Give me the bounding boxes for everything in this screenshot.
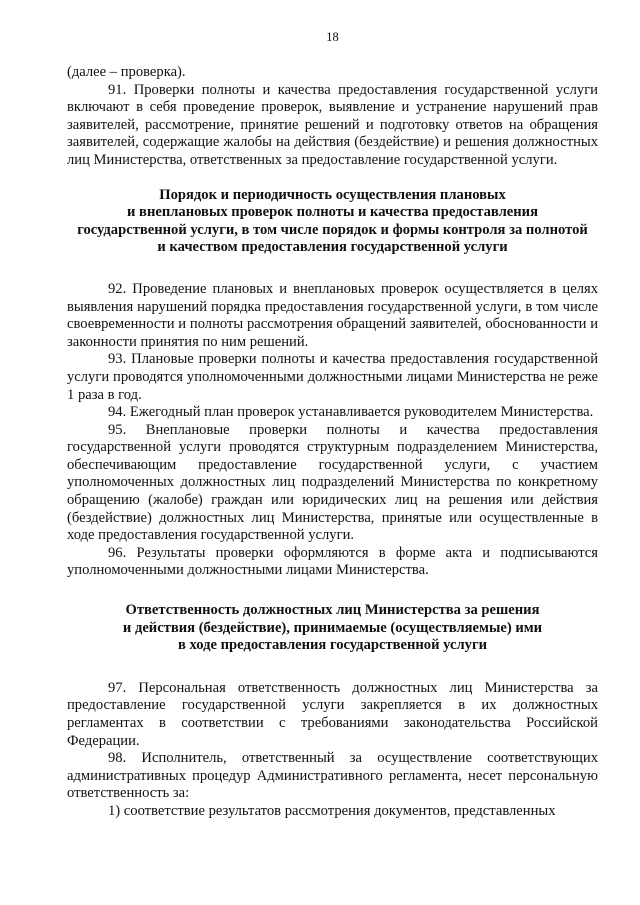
paragraph-98: 98. Исполнитель, ответственный за осуществление соответствующих административных процедур Административного регламента, несет персональную ответственность за: xyxy=(67,750,598,802)
heading-line: в ходе предоставления государственной услуги xyxy=(177,637,488,654)
section-heading-responsibility xyxy=(67,602,598,655)
paragraph-94: 94. Ежегодный план проверок устанавливается руководителем Министерства. xyxy=(108,404,594,421)
paragraph-96: 96. Результаты проверки оформляются в форме акта и подписываются уполномоченными должностными лицами Министерства. xyxy=(67,544,598,579)
section-heading-inspections xyxy=(67,187,598,257)
paragraph-95: 95. Внеплановые проверки полноты и качества предоставления государственной услуги проводятся структурным подразделением Министерства, обеспечивающим предоставление государственной услуги, с участием уполномоченных должностных лиц подразделений Министерства по конкретному обращению (жалобе) граждан или юридических лиц на решения или действия (бездействие) должностных лиц Министерства, принятые или осуществленные в ходе предоставления государственной услуги. xyxy=(67,421,598,544)
paragraph-98-item-1: 1) соответствие результатов рассмотрения документов, представленных xyxy=(108,802,556,819)
paragraph-continuation: (далее – проверка). xyxy=(67,64,186,80)
heading-line: и действия (бездействие), принимаемые (осуществляемые) ими xyxy=(122,619,543,636)
page-number: 18 xyxy=(326,30,339,44)
text-block-before xyxy=(67,64,598,170)
heading-line: и качеством предоставления государственной услуги xyxy=(157,239,508,256)
document-page xyxy=(67,30,598,821)
heading-line: Порядок и периодичность осуществления плановых xyxy=(159,186,506,203)
heading-line: и внеплановых проверок полноты и качества предоставления xyxy=(127,204,538,221)
paragraph-92: 92. Проведение плановых и внеплановых проверок осуществляется в целях выявления нарушений порядка предоставления государственной услуги, в том числе своевременности и полноты рассмотрения обращений заявителей, обоснованности и законности принятия по ним решений. xyxy=(67,280,598,350)
paragraph-91: 91. Проверки полноты и качества предоставления государственной услуги включают в себя проведение проверок, выявление и устранение нарушений прав заявителей, рассмотрение, принятие решений и подготовку ответов на обращения заявителей, содержащие жалобы на действия (бездействие) и решения должностных лиц Министерства, ответственных за предоставление государственной услуги. xyxy=(67,81,598,168)
text-block-after xyxy=(67,680,598,821)
paragraph-93: 93. Плановые проверки полноты и качества предоставления государственной услуги проводятся уполномоченными должностными лицами Министерства не реже 1 раза в год. xyxy=(67,351,598,403)
heading-line: государственной услуги, в том числе порядок и формы контроля за полнотой xyxy=(77,221,588,238)
text-block-middle xyxy=(67,281,598,580)
heading-line: Ответственность должностных лиц Министерства за решения xyxy=(125,602,540,619)
paragraph-97: 97. Персональная ответственность должностных лиц Министерства за предоставление государственной услуги закрепляется в их должностных регламентах в соответствии с требованиями законодательства Российской Федерации. xyxy=(67,679,598,749)
